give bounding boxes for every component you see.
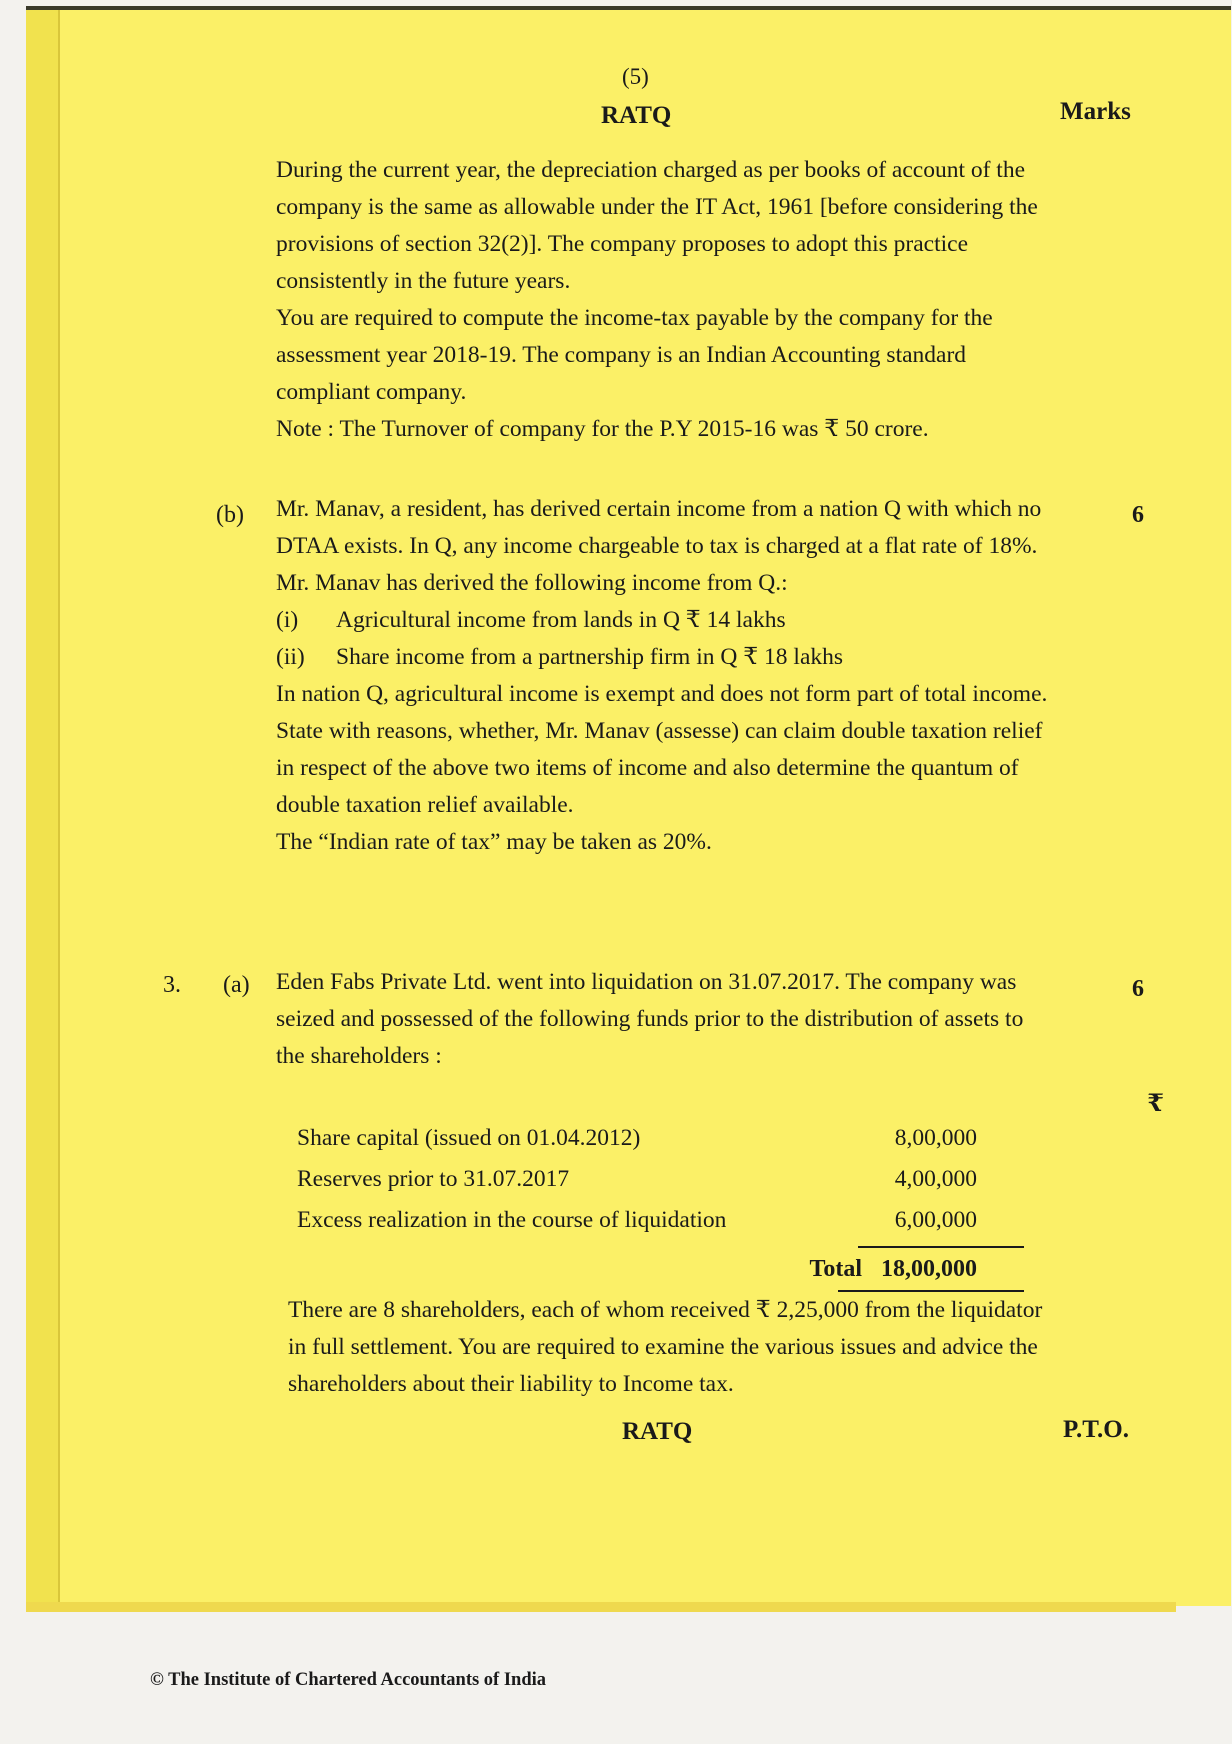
q2b-item-1-text: Agricultural income from lands in Q ₹ 14 lakhs (336, 607, 786, 633)
q3a-paragraph-1: Eden Fabs Private Ltd. went into liquidation on 31.07.2017. The company was seized and possessed of the following funds prior to the distribution of assets to the shareholders : (276, 969, 1024, 1069)
currency-header: ₹ (1147, 1091, 1164, 1117)
pto-label: P.T.O. (1063, 1416, 1129, 1443)
q3a-paragraph-2: There are 8 shareholders, each of whom received ₹ 2,25,000 from the liquidator in full settlement. You are required to examine the various issues and advice the shareholders about their liability to Income tax. (288, 1297, 1043, 1397)
funds-row-label: Share capital (issued on 01.04.2012) (297, 1125, 641, 1151)
q2b-marks: 6 (1132, 502, 1144, 528)
funds-total-amount: 18,00,000 (881, 1256, 977, 1282)
q2b-item-1-number: (i) (276, 607, 299, 633)
q2a-continuation (276, 152, 1048, 448)
footer-code: RATQ (622, 1418, 693, 1445)
q3-number: 3. (163, 972, 181, 998)
q2b-item-2-number: (ii) (276, 644, 305, 670)
header-marks: Marks (1060, 98, 1131, 125)
q3a-marks: 6 (1132, 976, 1144, 1002)
q2b-label: (b) (216, 502, 244, 528)
q2a-paragraph-2: You are required to compute the income-tax payable by the company for the assessment year 2018-19. The company is an Indian Accounting standard compliant company. (276, 305, 993, 405)
q2b-item-2-text: Share income from a partnership firm in Q ₹ 18 lakhs (336, 644, 844, 670)
q2b-paragraph-3: In nation Q, agricultural income is exempt and does not form part of total income. (276, 681, 1048, 707)
q2b-paragraph-2: Mr. Manav has derived the following income from Q.: (276, 570, 788, 596)
top-edge-line (26, 6, 1231, 10)
funds-total-row (297, 1248, 1027, 1290)
q3a-closing (288, 1292, 1060, 1403)
q2a-note: Note : The Turnover of company for the P.Y 2015-16 was ₹ 50 crore. (276, 416, 929, 442)
margin-rule (58, 6, 60, 1606)
q2b-item-1 (276, 602, 1048, 639)
header-code: RATQ (601, 102, 672, 129)
funds-row-amount: 8,00,000 (894, 1125, 977, 1151)
q3a-intro (276, 964, 1056, 1075)
bottom-edge (26, 1602, 1176, 1612)
q2b-item-2 (276, 639, 1048, 676)
q3a-label: (a) (223, 972, 250, 998)
funds-row-amount: 4,00,000 (894, 1166, 977, 1192)
q2b-paragraph-1: Mr. Manav, a resident, has derived certain income from a nation Q with which no DTAA exists. In Q, any income chargeable to tax is charged at a flat rate of 18%. (276, 496, 1042, 559)
funds-row (297, 1159, 1027, 1200)
page-number: (5) (622, 64, 649, 89)
funds-total-label: Total (809, 1256, 862, 1282)
left-binding-band (26, 6, 58, 1606)
q2b-paragraph-5: The “Indian rate of tax” may be taken as 20%. (276, 829, 712, 855)
funds-row (297, 1200, 1027, 1241)
q2b-body (276, 491, 1048, 861)
funds-table (297, 1118, 1027, 1241)
copyright-footer: © The Institute of Chartered Accountants of India (150, 1670, 547, 1690)
q2b-paragraph-4: State with reasons, whether, Mr. Manav (assesse) can claim double taxation relief in respect of the above two items of income and also determine the quantum of double taxation relief available. (276, 718, 1043, 818)
funds-row-label: Excess realization in the course of liquidation (297, 1207, 727, 1233)
funds-row (297, 1118, 1027, 1159)
funds-row-label: Reserves prior to 31.07.2017 (297, 1166, 570, 1192)
q2a-paragraph-1: During the current year, the depreciation charged as per books of account of the company is the same as allowable under the IT Act, 1961 [before considering the provisions of section 32(2)]. The company proposes to adopt this practice consistently in the future years. (276, 157, 1038, 294)
funds-row-amount: 6,00,000 (894, 1207, 977, 1233)
